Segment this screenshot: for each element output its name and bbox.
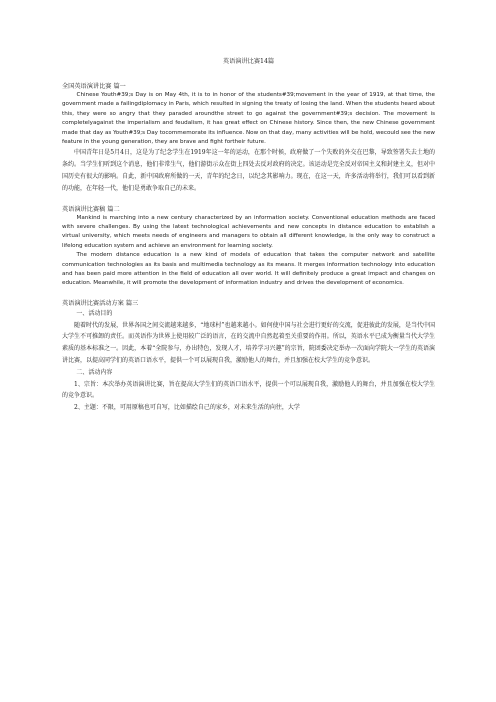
document-page — [62, 58, 435, 414]
chinese-paragraph: 随着时代的发展，世界各国之间交流越来越多，“地球村”也越来越小。如何使中国与社会进行更好的交流，促进彼此的发展，是当代中国大学生不可推卸的责任。而英语作为世界上使用较广泛的语言，在的交流中自然起着至关重要的作用。所以，英语水平已成为衡量当代大学生素质的基本标准之一。因此，本着“全院参与，办出特色，发现人才，培养学习兴趣”的宗旨，院团委决定举办一次面向学院大一学生的英语演讲比赛，以提高同学们的英语口语水平，提供一个可以展现自我，激励他人的舞台，并且加强在校大学生的竞争意识。 — [62, 321, 435, 365]
chinese-paragraph: 中国青年日是5月4日，这是为了纪念学生在1919年这一年的运动，在那个时候，政府做了一个失败的外交在巴黎，导致签署失去土地的条约。当学生们听到这个消息，他们非常生气，他们游街示众在街上四处去反对政府的决定。该运动是完全反对帝国主义和封建主义，但对中国历史有很大的影响。自此，新中国政府所做的一天，青年的纪念日，以纪念其影响力。现在，在这一天，许多活动将举行，我们可以看到新的功能，在年轻一代，他们是勇敢争取自己的未来。 — [62, 149, 435, 192]
section-heading: 全国英语演讲比赛 篇一 — [62, 83, 126, 90]
section-heading: 英语演讲比赛活动方案 篇三 — [62, 299, 139, 307]
document-title: 英语演讲比赛14篇 — [222, 58, 275, 65]
section-2 — [62, 205, 435, 289]
english-paragraph: The modern distance education is a new kind of models of education that takes the computer network and satellite communication technologies as its basis and multimedia technology as its means. It merges information technology into education and has been paid more attention in the field of education all over world. It will definitely produce a great impact and changes on education. Meanwhile, it will promote the development of information industry and drives the development of economics. — [62, 252, 435, 287]
section-3 — [62, 299, 435, 414]
english-paragraph: Chinese Youth#39;s Day is on May 4th, it is to in honor of the students#39;movement in the year of 1919, at that time, the government made a failingdiplomacy in Paris, which resulted in signing the treaty of losing the land. When the students heard about this, they were so angry that they paraded aroundthe street to go against the government#39;s decision. The movement is completelyagainst the imperialism and feudalism, it has great effect on Chinese history. Since then, the new Chinese government made that day as Youth#39;s Day tocommemorate its influence. Now on that day, many activities will be hold, wecould see the new feature in the young generation, they are brave and fight fortheir future. — [62, 92, 435, 146]
english-paragraph: Mankind is marching into a new century characterized by an information society. Conventional education methods are faced with severe challenges. By using the latest technological achievements and new concepts in distance education to establish a virtual university, which meets needs of engineers and managers to obtain all different knowledge, is the only way to construct a lifelong education system and achieve an environment for learning society. — [62, 214, 435, 249]
section-1 — [62, 82, 435, 195]
numbered-item: 2、主题：不限，可用原稿也可自写，比如描绘自己的家乡，对未来生活的向往，大学 — [74, 404, 300, 412]
subsection-heading: 一、活动目的 — [76, 309, 113, 317]
section-heading: 英语演讲比赛稿 篇二 — [62, 205, 120, 213]
numbered-item: 1、宗旨：本次举办英语演讲比赛，旨在提高大学生们的英语口语水平，提供一个可以展现自我，激励他人的舞台，并且加强在校大学生的竞争意识。 — [62, 380, 435, 400]
subsection-heading: 二、活动内容 — [76, 368, 113, 376]
